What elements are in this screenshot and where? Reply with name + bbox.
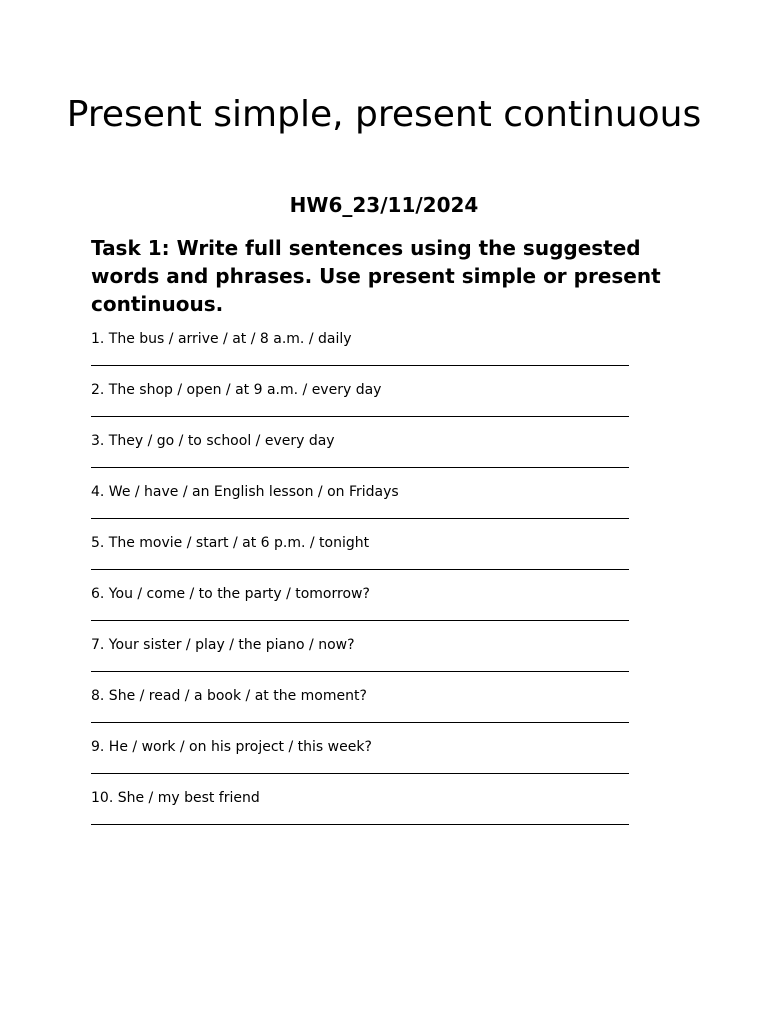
exercise-prompt: 2. The shop / open / at 9 a.m. / every day bbox=[91, 382, 382, 398]
exercise-item bbox=[91, 382, 631, 433]
answer-line[interactable] bbox=[91, 569, 629, 570]
exercise-prompt: 8. She / read / a book / at the moment? bbox=[91, 688, 367, 704]
exercise-item bbox=[91, 637, 631, 688]
exercise-prompt: 7. Your sister / play / the piano / now? bbox=[91, 637, 355, 653]
answer-line[interactable] bbox=[91, 518, 629, 519]
exercise-prompt: 10. She / my best friend bbox=[91, 790, 260, 806]
exercise-item bbox=[91, 586, 631, 637]
answer-line[interactable] bbox=[91, 671, 629, 672]
exercise-list bbox=[91, 331, 631, 841]
homework-date-subtitle: HW6_23/11/2024 bbox=[289, 193, 479, 217]
answer-line[interactable] bbox=[91, 824, 629, 825]
answer-line[interactable] bbox=[91, 722, 629, 723]
exercise-item bbox=[91, 433, 631, 484]
task-instructions: Task 1: Write full sentences using the suggested words and phrases. Use present simple or present continuous. bbox=[91, 236, 661, 316]
exercise-prompt: 9. He / work / on his project / this week? bbox=[91, 739, 372, 755]
answer-line[interactable] bbox=[91, 365, 629, 366]
answer-line[interactable] bbox=[91, 416, 629, 417]
exercise-item bbox=[91, 739, 631, 790]
worksheet-title: Present simple, present continuous bbox=[66, 94, 702, 135]
exercise-item bbox=[91, 535, 631, 586]
exercise-item bbox=[91, 484, 631, 535]
exercise-item bbox=[91, 331, 631, 382]
answer-line[interactable] bbox=[91, 773, 629, 774]
exercise-prompt: 3. They / go / to school / every day bbox=[91, 433, 335, 449]
exercise-prompt: 6. You / come / to the party / tomorrow? bbox=[91, 586, 370, 602]
exercise-item bbox=[91, 688, 631, 739]
exercise-prompt: 1. The bus / arrive / at / 8 a.m. / daily bbox=[91, 331, 352, 347]
exercise-item bbox=[91, 790, 631, 841]
answer-line[interactable] bbox=[91, 620, 629, 621]
answer-line[interactable] bbox=[91, 467, 629, 468]
exercise-prompt: 5. The movie / start / at 6 p.m. / tonight bbox=[91, 535, 370, 551]
exercise-prompt: 4. We / have / an English lesson / on Fridays bbox=[91, 484, 399, 500]
